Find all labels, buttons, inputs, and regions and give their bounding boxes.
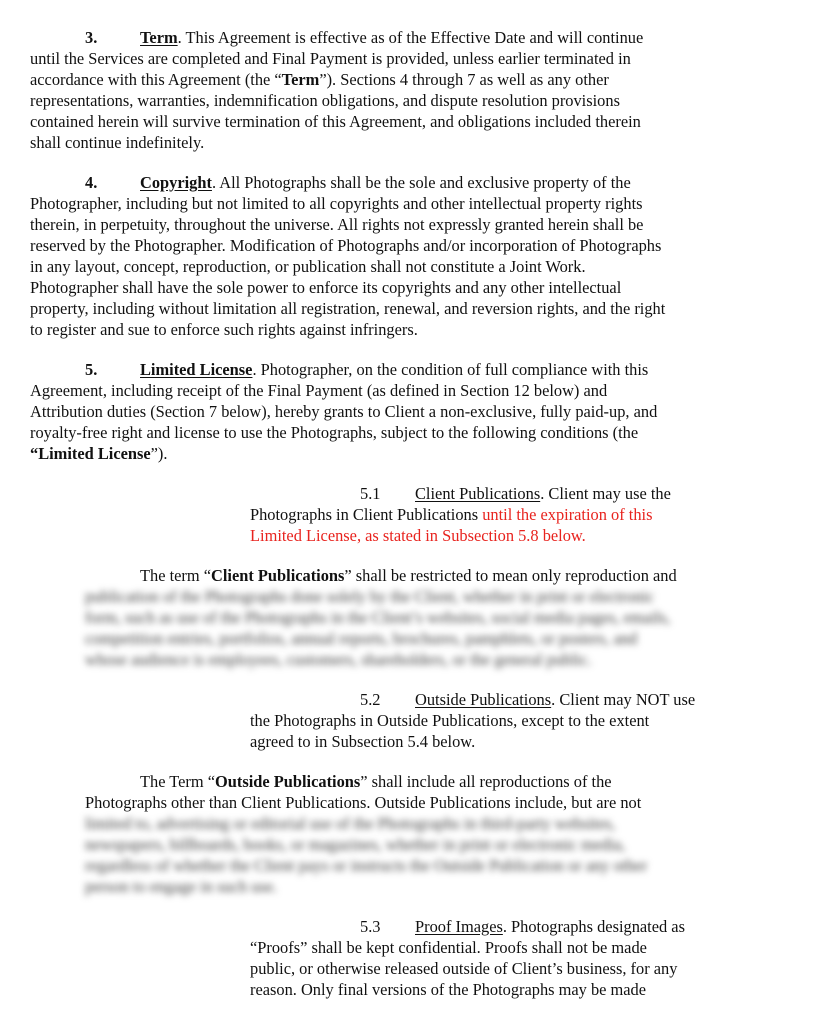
subsection-5-1-heading: Client Publications xyxy=(415,484,541,503)
subsection-5-1-heading-line: 5.1 Client Publications. Client may use the xyxy=(360,484,671,503)
subsection-5-3-heading: Proof Images xyxy=(415,917,503,936)
section-3-line: accordance with this Agreement (the “Term”). Sections 4 through 7 as well as any other xyxy=(30,70,609,89)
subsection-5-2-heading-line: 5.2 Outside Publications. Client may NOT use xyxy=(360,690,696,709)
limited-license-definition: “Limited License xyxy=(30,444,151,463)
blurred-text-line: newspapers, billboards, books, or magazines, whether in print or electronic media, xyxy=(85,835,626,854)
subsection-5-2-heading: Outside Publications xyxy=(415,690,552,709)
subsection-5-3-line: “Proofs” shall be kept confidential. Proofs shall not be made xyxy=(250,938,647,957)
blurred-text-line: person to engage in such use. xyxy=(85,877,278,896)
subsection-5-3-line: public, or otherwise released outside of Client’s business, for any xyxy=(250,959,678,978)
subsection-5-2-number: 5.2 xyxy=(360,690,381,709)
term-definition: Term xyxy=(281,70,320,89)
section-4-line: property, including without limitation all registration, renewal, and reversion rights, and the right xyxy=(30,299,666,318)
highlighted-text: Limited License, as stated in Subsection 5.8 below. xyxy=(250,526,586,545)
subsection-5-1-number: 5.1 xyxy=(360,484,381,503)
subsection-5-3-heading-line: 5.3 Proof Images. Photographs designated as xyxy=(360,917,685,936)
subsection-5-1-line: Photographs in Client Publications until the expiration of this xyxy=(250,505,653,524)
client-publications-definition-line: The term “Client Publications” shall be restricted to mean only reproduction and xyxy=(140,566,677,585)
section-4-line: reserved by the Photographer. Modification of Photographs and/or incorporation of Photographs xyxy=(30,236,662,255)
section-4-heading: Copyright xyxy=(140,173,212,192)
outside-publications-definition-line: The Term “Outside Publications” shall include all reproductions of the xyxy=(140,772,612,791)
section-5-heading-line: 5. Limited License. Photographer, on the condition of full compliance with this xyxy=(85,360,649,379)
section-3-number: 3. xyxy=(85,28,98,47)
section-5-number: 5. xyxy=(85,360,98,379)
section-4-heading-line: 4. Copyright. All Photographs shall be the sole and exclusive property of the xyxy=(85,173,631,192)
section-5-heading: Limited License xyxy=(140,360,253,379)
section-5-line: Agreement, including receipt of the Final Payment (as defined in Section 12 below) and xyxy=(30,381,608,400)
section-3-line: contained herein will survive termination of this Agreement, and obligations included therein xyxy=(30,112,641,131)
outside-publications-line: Photographs other than Client Publications. Outside Publications include, but are not xyxy=(85,793,642,812)
section-3-heading-line: 3. Term. This Agreement is effective as of the Effective Date and will continue xyxy=(85,28,644,47)
outside-publications-term: Outside Publications xyxy=(215,772,361,791)
section-4-line: therein, in perpetuity, throughout the universe. All rights not expressly granted herein shall be xyxy=(30,215,644,234)
subsection-5-2-line: the Photographs in Outside Publications, except to the extent xyxy=(250,711,650,730)
subsection-5-3-number: 5.3 xyxy=(360,917,381,936)
blurred-text-line: limited to, advertising or editorial use of the Photographs in third-party websites, xyxy=(85,814,616,833)
section-3-heading: Term xyxy=(140,28,178,47)
section-4-line: Photographer shall have the sole power to enforce its copyrights and any other intellectual xyxy=(30,278,622,297)
section-5-line: “Limited License”). xyxy=(30,444,168,463)
section-5-line: royalty-free right and license to use the Photographs, subject to the following conditions (the xyxy=(30,423,639,442)
subsection-5-2-line: agreed to in Subsection 5.4 below. xyxy=(250,732,476,751)
section-5-line: Attribution duties (Section 7 below), hereby grants to Client a non-exclusive, fully paid-up, and xyxy=(30,402,658,421)
section-4-line: to register and sue to enforce such rights against infringers. xyxy=(30,320,418,339)
blurred-text-line: whose audience is employees, customers, shareholders, or the general public. xyxy=(85,650,592,669)
blurred-text-line: competition entries, portfolios, annual reports, brochures, pamphlets, or posters, and xyxy=(85,629,638,648)
section-3-line: until the Services are completed and Final Payment is provided, unless earlier terminated in xyxy=(30,49,631,68)
highlighted-text: until the expiration of this xyxy=(482,505,653,524)
section-3-line: shall continue indefinitely. xyxy=(30,133,205,152)
section-4-number: 4. xyxy=(85,173,98,192)
blurred-text-line: regardless of whether the Client pays or instructs the Outside Publication or any other xyxy=(85,856,648,875)
section-4-line: in any layout, concept, reproduction, or publication shall not constitute a Joint Work. xyxy=(30,257,586,276)
subsection-5-3-line: reason. Only final versions of the Photographs may be made xyxy=(250,980,647,999)
blurred-text-line: form, such as use of the Photographs in the Client’s websites, social media pages, emails, xyxy=(85,608,671,627)
section-3-line: representations, warranties, indemnification obligations, and dispute resolution provisions xyxy=(30,91,620,110)
section-4-line: Photographer, including but not limited to all copyrights and other intellectual property rights xyxy=(30,194,643,213)
blurred-text-line: publication of the Photographs done solely by the Client, whether in print or electronic xyxy=(85,587,654,606)
client-publications-term: Client Publications xyxy=(211,566,345,585)
